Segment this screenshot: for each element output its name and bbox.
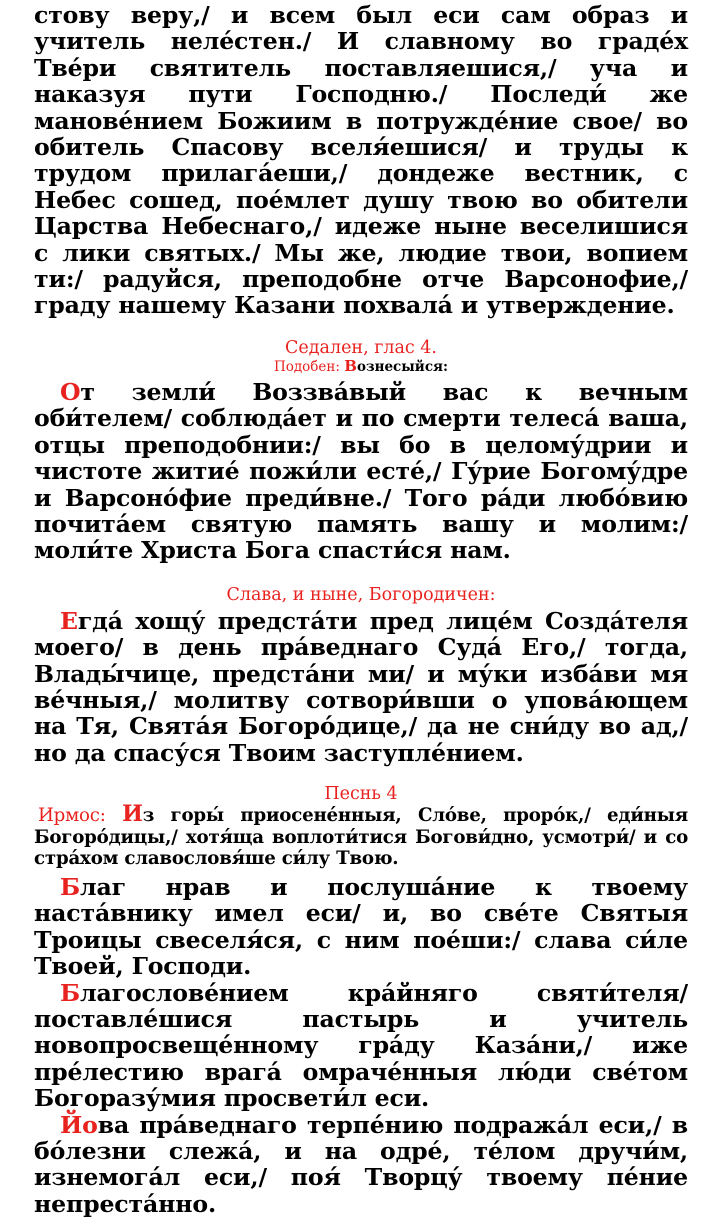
troparion-text: лагословéнием крáйняго святи́теля/ поставлéшися пастырь и учитель новопросвещéнному грáду Казáни,/ иже прéлестию врагá омрачéнныя лю́ди свéтом Богоразу́мия просвети́л еси. [34, 978, 688, 1113]
troparion-paragraph [34, 874, 688, 980]
irmos-initial: И [122, 801, 143, 828]
troparion-initial: Б [60, 978, 81, 1007]
song-title: Песнь 4 [324, 784, 398, 805]
podoben-line [34, 356, 688, 375]
troparion-text: лаг нрав и послушáние к твоему настáвнику имел еси/ и, во свéте Святыя Троицы свеселя́ся, с ним поéши:/ слава си́ле Твоей, Господи. [34, 872, 688, 981]
sedalen-initial: О [60, 377, 81, 406]
podoben-text: ознесыйся: [356, 358, 449, 375]
troparion-paragraph [34, 980, 688, 1112]
troparion-initial: Б [60, 872, 81, 901]
troparion-paragraph [34, 1112, 688, 1218]
sedalen-text: т земли́ Воззвáвый вас к вечным оби́телем/ соблюдáет и по смерти телесá ваша, отцы преподобнии:/ вы бо в целому́дрии и чистоте житие́ пожи́ли есте́,/ Гу́рие Богому́дре и Варсонóфие преди́вне./ Того рáди любóвию почитáем святую память вашу и молим:/ моли́те Христа Бога спасти́ся нам. [34, 377, 688, 565]
troparion-text: ва прáведнаго терпéнию подражáл еси,/ в бóлезни слежá, и на одрé, тéлом дручи́м, изнемогáл еси,/ поя́ Творцу́ твоему пéние непрестáнно. [34, 1110, 688, 1218]
irmos-label: Ирмос: [38, 805, 106, 827]
page [0, 1, 720, 1218]
sedalen-title: Седален, глас 4. [285, 337, 437, 358]
podoben-label: Подобен: [273, 358, 340, 375]
slava-paragraph [34, 608, 688, 766]
slava-initial: Е [60, 606, 78, 635]
podoben-initial: В [344, 356, 357, 375]
opening-paragraph: стову веру,/ и всем был еси сам образ и учитель нелéстен./ И славному во градéх Твéри святитель поставляешися,/ уча и наказуя пути Господню./ Последи́ же мановéнием Божиим в потруждéние свое/ во обитель Спасову вселя́ешися/ и труды к трудом прилагáеши,/ дондеже вестник, с Небес сошед, поéмлет душу твою во обители Царства Небеснаго,/ идеже ныне веселишися с лики святых./ Мы же, людие твои, вопием ти:/ радуйся, преподобне отче Варсонофие,/ граду нашему Казани похвалá и утверждение. [34, 1, 688, 320]
irmos-paragraph [34, 801, 688, 870]
slava-text: гдá хощу́ предстáти пред лицéм Создáтеля моего/ в день прáведнаго Судá Его,/ тогда, Влады́чице, предстáни ми/ и му́ки избáви мя вéчныя,/ молитву сотвори́вши о уповáющем на Тя, Святáя Богорóдице,/ да не сни́ду во ад,/ но да спасу́ся Твоим заступлéнием. [34, 606, 688, 767]
troparion-initial: Йо [60, 1110, 98, 1139]
slava-title: Слава, и ныне, Богородичен: [226, 584, 496, 605]
irmos-text: з горы́ приосенéнныя, Слóве, прорóк,/ еди́ныя Богорóдицы,/ хотя́ща воплоти́тися Богови́дно, усмотри́/ и со стрáхом славословя́ше си́лу Твою. [34, 805, 688, 870]
sedalen-paragraph [34, 379, 688, 564]
